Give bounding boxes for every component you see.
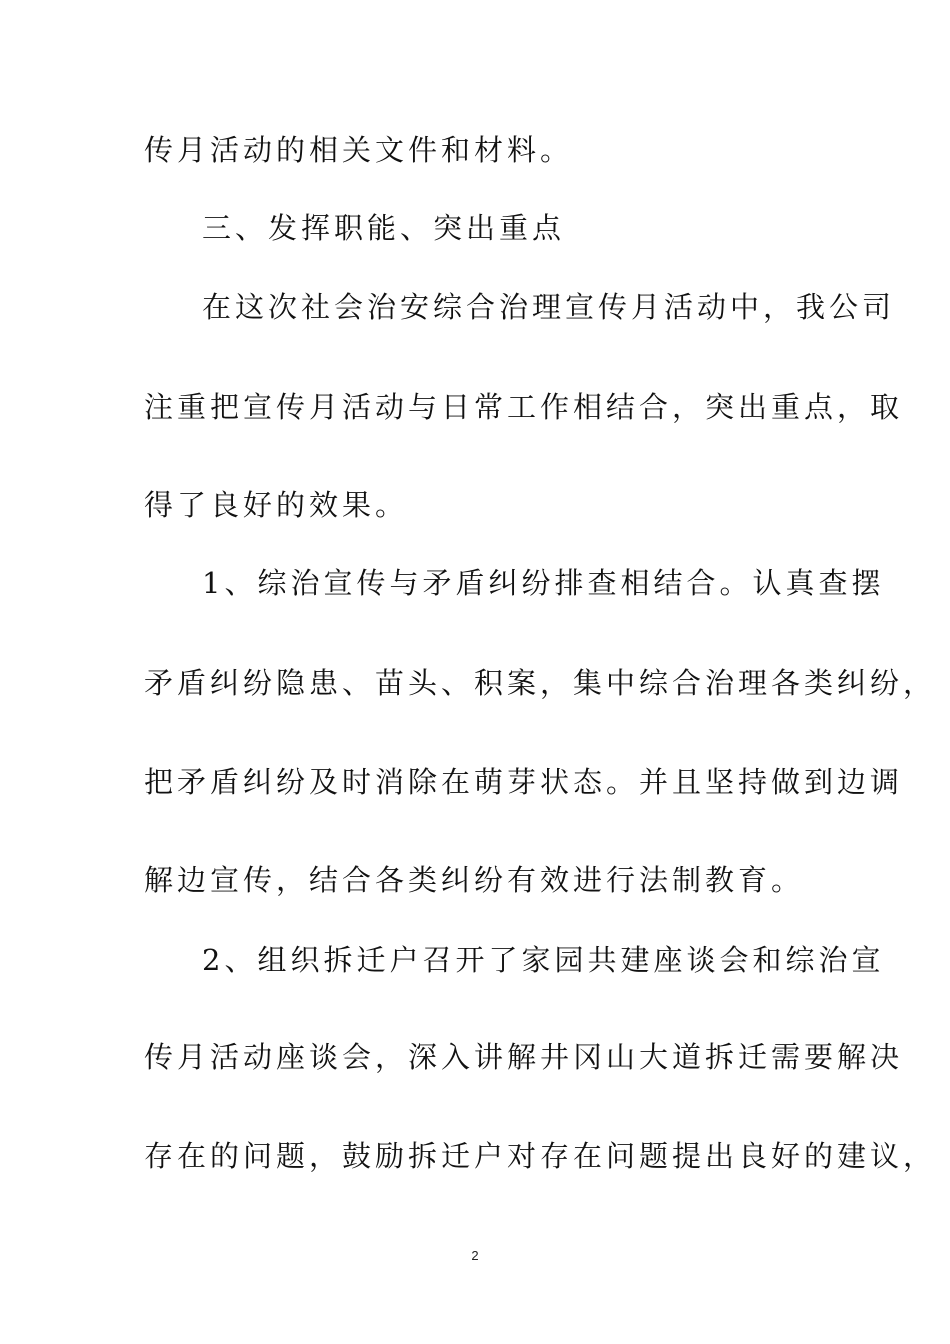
section-heading: 三、发挥职能、突出重点 <box>202 211 566 245</box>
text-line-8: 把矛盾纠纷及时消除在萌芽状态。并且坚持做到边调 <box>144 765 904 799</box>
page-number: 2 <box>471 1248 479 1263</box>
text-line-11: 传月活动座谈会，深入讲解井冈山大道拆迁需要解决 <box>144 1040 904 1074</box>
text-line-12: 存在的问题，鼓励拆迁户对存在问题提出良好的建议， <box>144 1139 937 1173</box>
text-line-5: 得了良好的效果。 <box>144 488 409 522</box>
text-line-9: 解边宣传，结合各类纠纷有效进行法制教育。 <box>144 863 805 897</box>
text-line-3: 在这次社会治安综合治理宣传月活动中，我公司 <box>202 290 896 324</box>
text-line-4: 注重把宣传月活动与日常工作相结合，突出重点，取 <box>144 390 904 424</box>
text-line-10: 2、组织拆迁户召开了家园共建座谈会和综治宣 <box>202 943 885 977</box>
text-line-7: 矛盾纠纷隐患、苗头、积案，集中综合治理各类纠纷， <box>144 666 937 700</box>
text-line-6: 1、综治宣传与矛盾纠纷排查相结合。认真查摆 <box>202 566 885 600</box>
text-line-1: 传月活动的相关文件和材料。 <box>144 133 574 167</box>
